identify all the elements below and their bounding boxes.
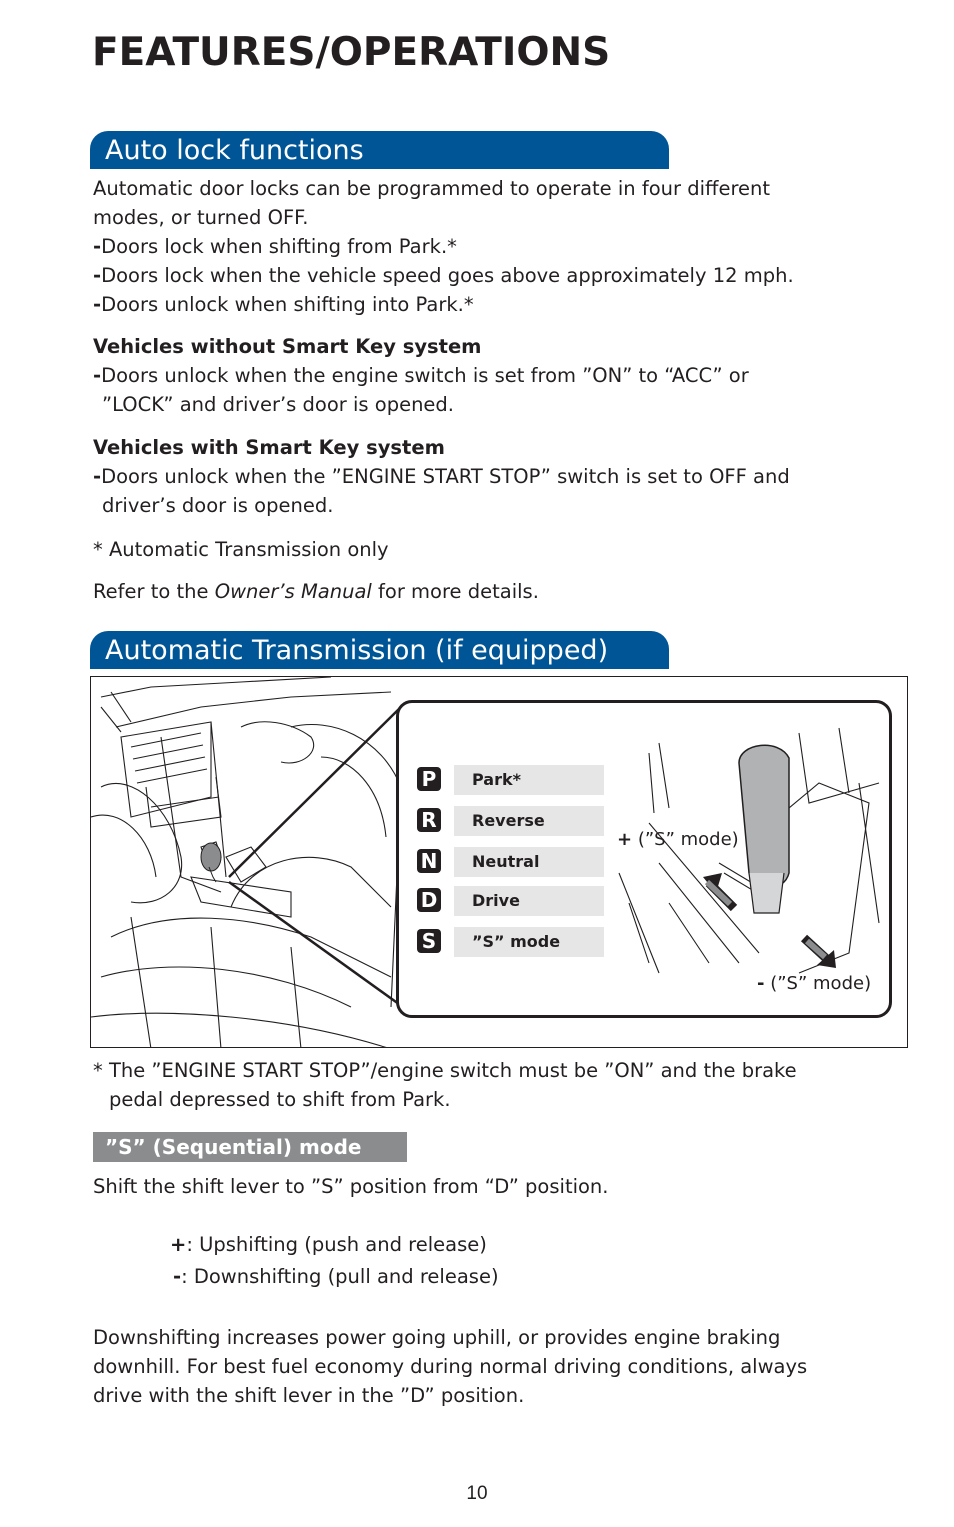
transmission-header-text: Automatic Transmission (if equipped) bbox=[105, 635, 609, 666]
gear-badge-s: S bbox=[417, 929, 441, 953]
s-mode-instruction: Shift the shift lever to ”S” position from “D” position. bbox=[93, 1175, 609, 1198]
with-smart-key-line-2: driver’s door is opened. bbox=[102, 494, 334, 517]
shift-lever-figure bbox=[90, 676, 908, 1048]
auto-lock-header-text: Auto lock functions bbox=[105, 135, 364, 166]
without-smart-key-line-1: -Doors unlock when the engine switch is set from ”ON” to “ACC” or bbox=[93, 364, 749, 387]
lock-item-1: -Doors lock when shifting from Park.* bbox=[93, 235, 457, 258]
upshift-line: +: Upshifting (push and release) bbox=[170, 1233, 487, 1256]
plus-s-mode-label: + (”S” mode) bbox=[617, 829, 739, 850]
intro-line-1: Automatic door locks can be programmed to operate in four different bbox=[93, 177, 771, 200]
page-number: 10 bbox=[466, 1483, 488, 1504]
gear-badge-d: D bbox=[417, 888, 441, 912]
intro-line-2: modes, or turned OFF. bbox=[93, 206, 309, 229]
with-smart-key-block bbox=[93, 433, 893, 520]
gear-badge-n: N bbox=[417, 849, 441, 873]
gear-label-drive: Drive bbox=[454, 886, 604, 916]
transmission-header bbox=[90, 631, 669, 669]
owners-manual-reference: Owner’s Manual bbox=[214, 580, 372, 603]
page-title: FEATURES/OPERATIONS bbox=[92, 30, 611, 75]
lock-item-2: -Doors lock when the vehicle speed goes above approximately 12 mph. bbox=[93, 264, 794, 287]
without-smart-key-line-2: ”LOCK” and driver’s door is opened. bbox=[102, 393, 454, 416]
with-smart-key-heading: Vehicles with Smart Key system bbox=[93, 436, 445, 459]
gear-badge-r: R bbox=[417, 808, 441, 832]
without-smart-key-block bbox=[93, 332, 893, 419]
gear-callout bbox=[396, 700, 892, 1018]
auto-transmission-note: * Automatic Transmission only bbox=[93, 538, 389, 561]
transmission-footnote: * The ”ENGINE START STOP”/engine switch must be ”ON” and the brake pedal depressed to shift from Park. bbox=[93, 1059, 797, 1111]
auto-lock-header bbox=[90, 131, 669, 169]
car-interior-illustration bbox=[91, 677, 421, 1048]
refer-line: Refer to the Owner’s Manual for more details. bbox=[93, 580, 539, 603]
gear-label-s-mode: ”S” mode bbox=[454, 927, 604, 957]
downshift-line: -: Downshifting (pull and release) bbox=[173, 1265, 499, 1288]
gear-label-reverse: Reverse bbox=[454, 806, 604, 836]
s-mode-paragraph: Downshifting increases power going uphill, or provides engine braking downhill. For best fuel economy during normal driving conditions, always drive with the shift lever in the ”D” position. bbox=[93, 1326, 808, 1407]
s-mode-header: ”S” (Sequential) mode bbox=[93, 1132, 407, 1162]
gear-label-park: Park* bbox=[454, 765, 604, 795]
without-smart-key-heading: Vehicles without Smart Key system bbox=[93, 335, 482, 358]
minus-s-mode-label: - (”S” mode) bbox=[757, 973, 872, 994]
lock-item-3: -Doors unlock when shifting into Park.* bbox=[93, 293, 474, 316]
auto-lock-body bbox=[93, 174, 893, 319]
gear-label-neutral: Neutral bbox=[454, 847, 604, 877]
shift-lever-closeup bbox=[599, 723, 889, 993]
with-smart-key-line-1: -Doors unlock when the ”ENGINE START STOP” switch is set to OFF and bbox=[93, 465, 790, 488]
gear-badge-p: P bbox=[417, 767, 441, 791]
